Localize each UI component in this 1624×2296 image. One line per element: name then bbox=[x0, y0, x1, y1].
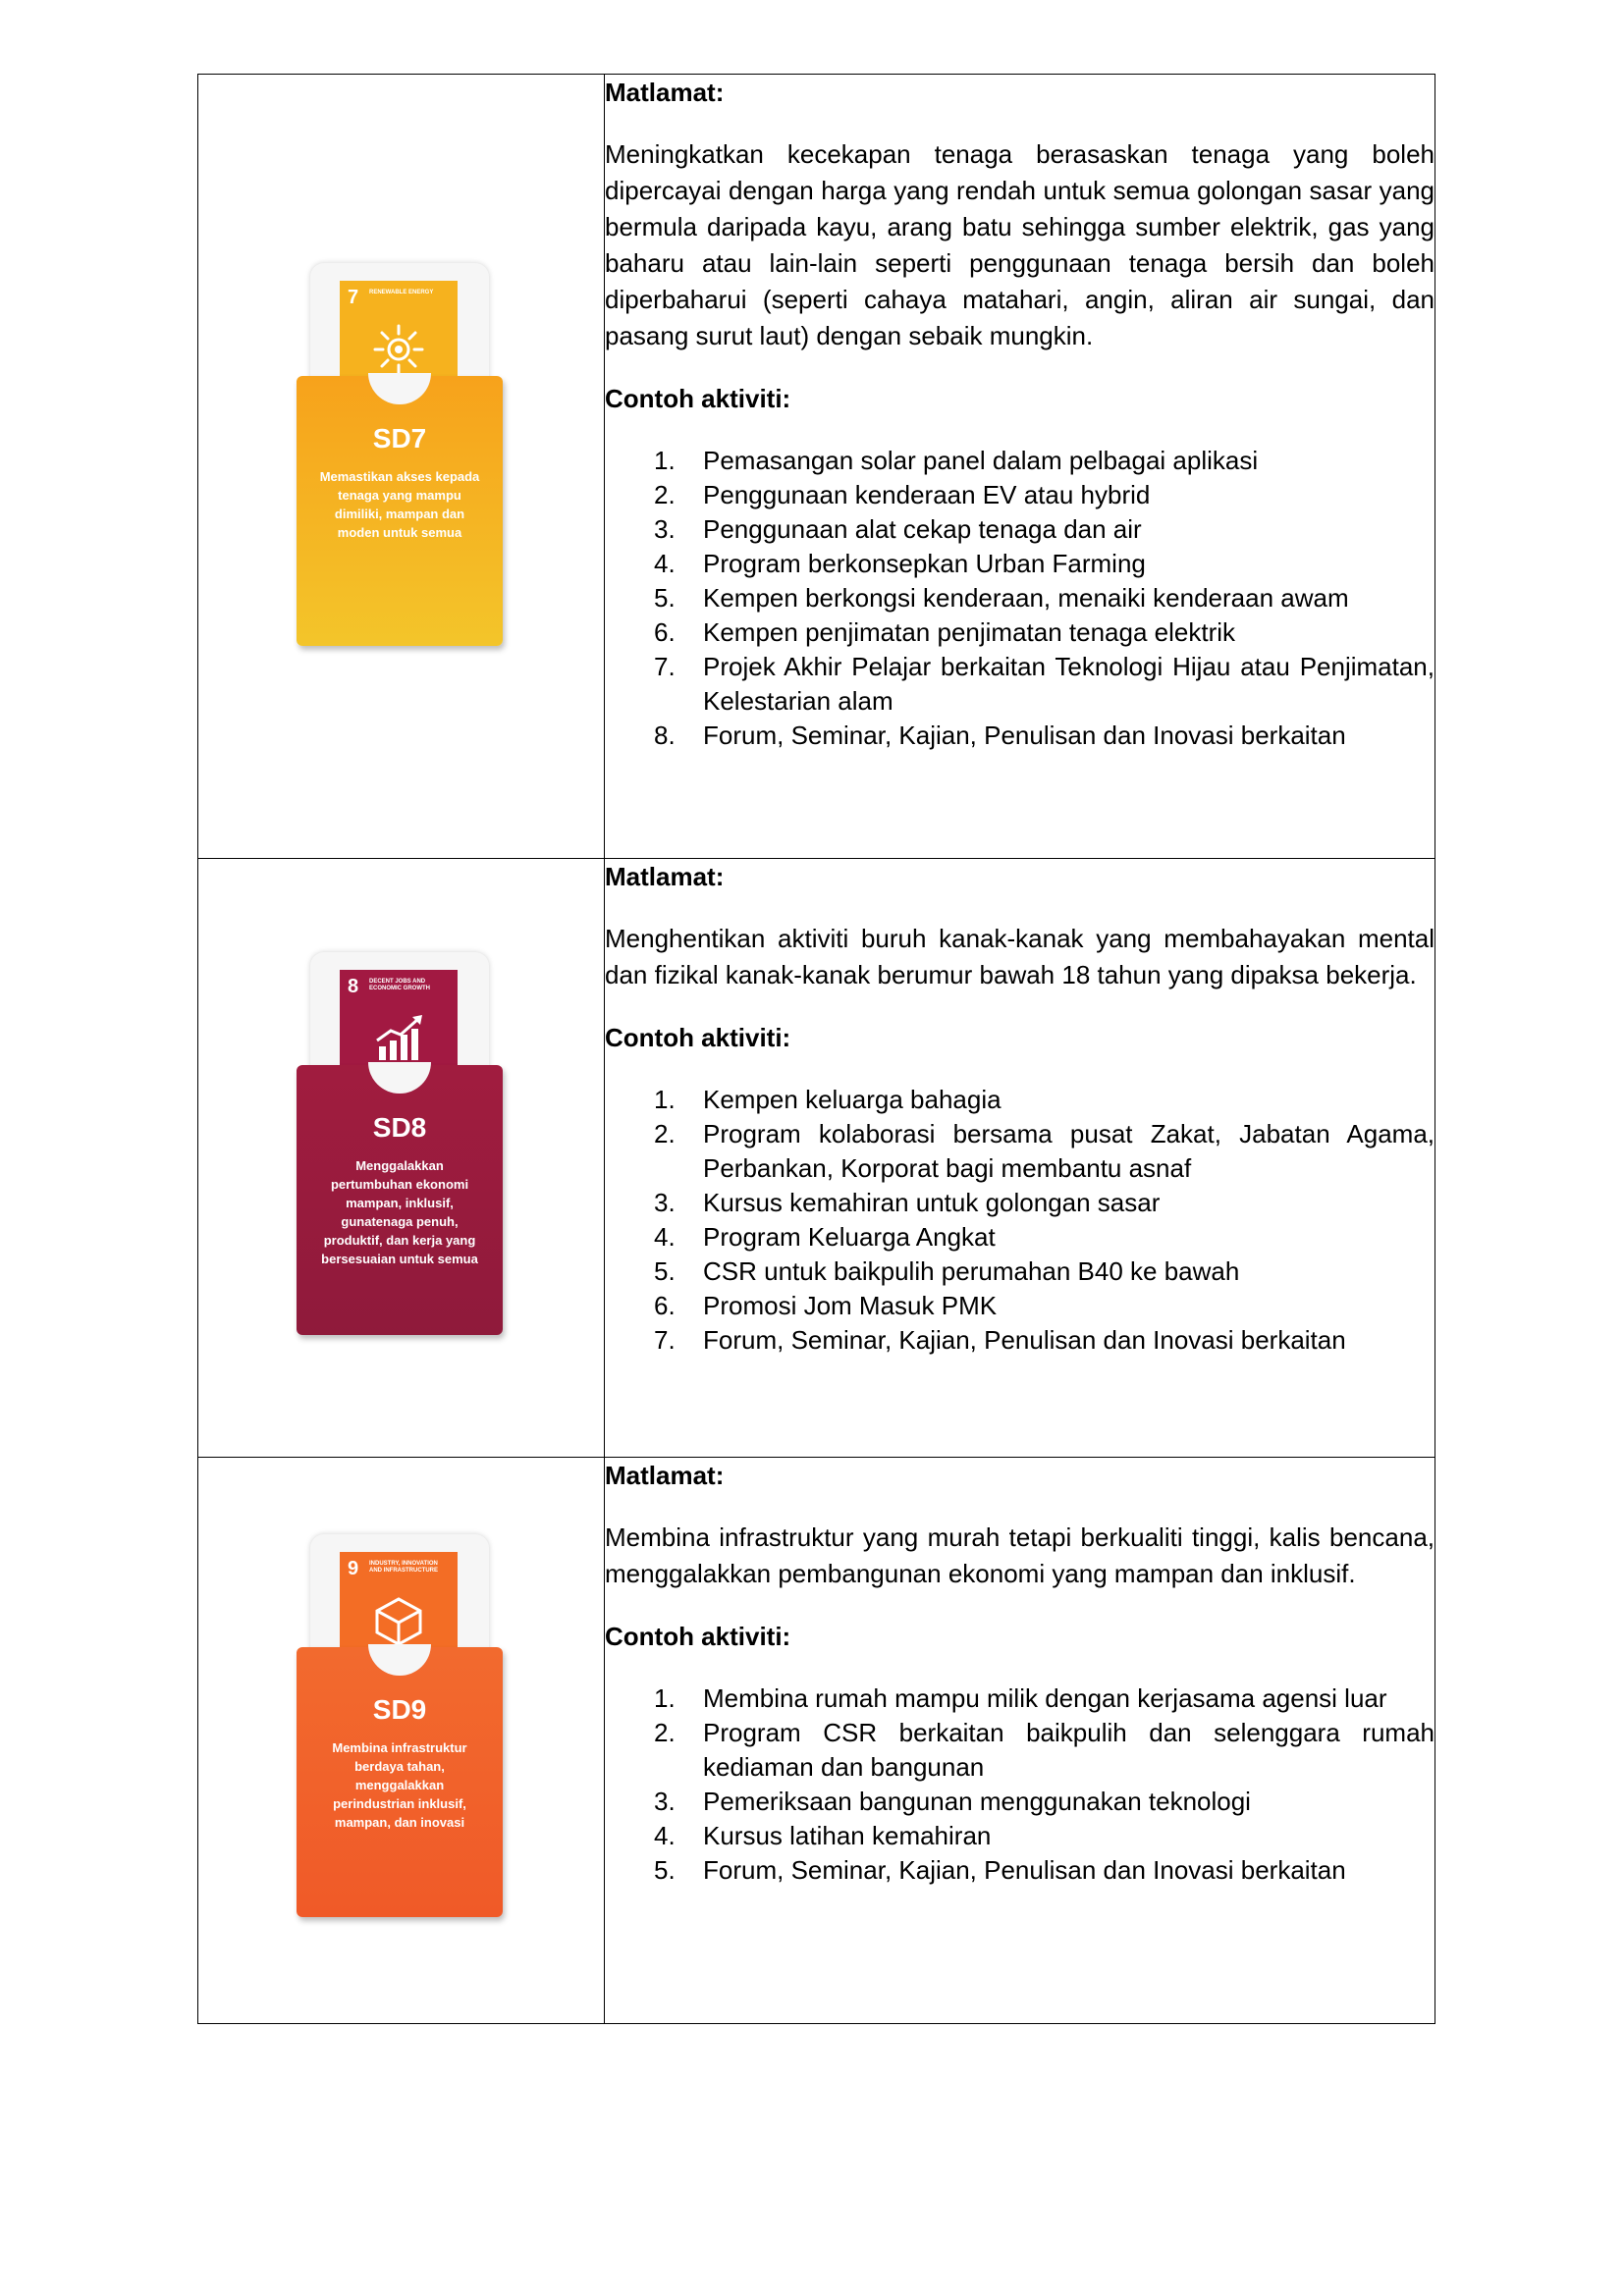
activity-number: 4. bbox=[654, 1821, 676, 1850]
goal-label: Matlamat: bbox=[605, 1461, 725, 1490]
activity-list bbox=[605, 444, 1435, 753]
table-row bbox=[198, 859, 1435, 1458]
activity-text: Forum, Seminar, Kajian, Penulisan dan Inovasi berkaitan bbox=[703, 721, 1346, 750]
sdg-tile-title: RENEWABLE ENERGY bbox=[369, 290, 434, 295]
text-cell bbox=[605, 1458, 1435, 2024]
activity-text: Kempen berkongsi kenderaan, menaiki kenderaan awam bbox=[703, 583, 1349, 613]
activity-number: 2. bbox=[654, 1718, 676, 1747]
activity-item bbox=[605, 444, 1435, 478]
activity-text: Projek Akhir Pelajar berkaitan Teknologi Hijau atau Penjimatan, Kelestarian alam bbox=[703, 652, 1435, 716]
activity-number: 1. bbox=[654, 1085, 676, 1114]
activity-label: Contoh aktiviti: bbox=[605, 384, 791, 413]
activity-item bbox=[605, 1716, 1435, 1785]
activity-text: Penggunaan alat cekap tenaga dan air bbox=[703, 514, 1142, 544]
activity-number: 7. bbox=[654, 652, 676, 681]
activity-number: 5. bbox=[654, 583, 676, 613]
activity-number: 2. bbox=[654, 1119, 676, 1148]
growth-chart-icon bbox=[369, 1009, 428, 1068]
sdg-code: SD9 bbox=[372, 1694, 427, 1725]
activity-item bbox=[605, 1083, 1435, 1117]
activity-item bbox=[605, 1785, 1435, 1819]
activity-text: Promosi Jom Masuk PMK bbox=[703, 1291, 998, 1320]
activity-text: CSR untuk baikpulih perumahan B40 ke bawah bbox=[703, 1256, 1240, 1286]
activity-number: 6. bbox=[654, 1291, 676, 1320]
activity-number: 5. bbox=[654, 1855, 676, 1885]
activity-number: 5. bbox=[654, 1256, 676, 1286]
card-cell bbox=[198, 1458, 605, 2024]
sdg-tile-number: 7 bbox=[348, 287, 359, 308]
cube-icon bbox=[369, 1591, 428, 1650]
activity-item bbox=[605, 581, 1435, 615]
activity-text: Program kolaborasi bersama pusat Zakat, Jabatan Agama, Perbankan, Korporat bagi membantu asnaf bbox=[703, 1119, 1435, 1183]
table-row bbox=[198, 1458, 1435, 2024]
activity-item bbox=[605, 1853, 1435, 1888]
sdg-tile-number: 9 bbox=[348, 1558, 359, 1579]
activity-item bbox=[605, 512, 1435, 547]
sdg-card-sd9 bbox=[297, 1534, 503, 1917]
activity-item bbox=[605, 478, 1435, 512]
sdg-code: SD8 bbox=[372, 1112, 427, 1143]
activity-label: Contoh aktiviti: bbox=[605, 1622, 791, 1651]
activity-number: 4. bbox=[654, 549, 676, 578]
activity-text: Program berkonsepkan Urban Farming bbox=[703, 549, 1146, 578]
activity-text: Membina rumah mampu milik dengan kerjasama agensi luar bbox=[703, 1683, 1387, 1713]
activity-text: Kursus kemahiran untuk golongan sasar bbox=[703, 1188, 1161, 1217]
goal-text: Menghentikan aktiviti buruh kanak-kanak yang membahayakan mental dan fizikal kanak-kanak berumur bawah 18 tahun yang dipaksa bekerja. bbox=[605, 924, 1435, 989]
goal-label: Matlamat: bbox=[605, 862, 725, 891]
activity-text: Pemeriksaan bangunan menggunakan teknologi bbox=[703, 1787, 1251, 1816]
activity-item bbox=[605, 1682, 1435, 1716]
activity-number: 4. bbox=[654, 1222, 676, 1252]
activity-item bbox=[605, 615, 1435, 650]
activity-item bbox=[605, 1117, 1435, 1186]
goal-text: Meningkatkan kecekapan tenaga berasaskan tenaga yang boleh dipercayai dengan harga yang rendah untuk semua golongan sasar yang bermula daripada kayu, arang batu sehingga sumber elektrik, gas yang baharu atau lain-lain seperti penggunaan tenaga bersih dan boleh diperbaharui (seperti cahaya matahari, angin, aliran air sungai, dan pasang surut laut) dengan sebaik mungkin. bbox=[605, 139, 1435, 350]
activity-text: Pemasangan solar panel dalam pelbagai aplikasi bbox=[703, 446, 1259, 475]
sun-icon bbox=[369, 320, 428, 379]
activity-number: 8. bbox=[654, 721, 676, 750]
activity-item bbox=[605, 650, 1435, 719]
activity-text: Kempen keluarga bahagia bbox=[703, 1085, 1001, 1114]
activity-item bbox=[605, 547, 1435, 581]
goal-label: Matlamat: bbox=[605, 78, 725, 107]
sdg-description: Memastikan akses kepada tenaga yang mampu dimiliki, mampan dan moden untuk semua bbox=[319, 469, 480, 540]
activity-text: Forum, Seminar, Kajian, Penulisan dan Inovasi berkaitan bbox=[703, 1325, 1346, 1355]
card-cell bbox=[198, 75, 605, 859]
activity-text: Kursus latihan kemahiran bbox=[703, 1821, 992, 1850]
activity-text: Forum, Seminar, Kajian, Penulisan dan Inovasi berkaitan bbox=[703, 1855, 1346, 1885]
activity-number: 3. bbox=[654, 1787, 676, 1816]
sdg-tile-title: INDUSTRY, INNOVATION AND INFRASTRUCTURE bbox=[369, 1561, 438, 1574]
goal-text: Membina infrastruktur yang murah tetapi berkualiti tinggi, kalis bencana, menggalakkan pembangunan ekonomi yang mampan dan inklusif. bbox=[605, 1522, 1435, 1588]
activity-label: Contoh aktiviti: bbox=[605, 1023, 791, 1052]
sdg-description: Menggalakkan pertumbuhan ekonomi mampan, inklusif, gunatenaga penuh, produktif, dan kerja yang bersesuaian untuk semua bbox=[321, 1158, 478, 1266]
activity-number: 2. bbox=[654, 480, 676, 509]
sdg-code: SD7 bbox=[372, 423, 427, 454]
activity-item bbox=[605, 1819, 1435, 1853]
sdg-description: Membina infrastruktur berdaya tahan, menggalakkan perindustrian inklusif, mampan, dan inovasi bbox=[332, 1740, 467, 1830]
activity-item bbox=[605, 719, 1435, 753]
activity-text: Program CSR berkaitan baikpulih dan selenggara rumah kediaman dan bangunan bbox=[703, 1718, 1435, 1782]
activity-text: Program Keluarga Angkat bbox=[703, 1222, 996, 1252]
text-cell bbox=[605, 75, 1435, 859]
sdg-card-sd8 bbox=[297, 952, 503, 1335]
activity-item bbox=[605, 1255, 1435, 1289]
card-cell bbox=[198, 859, 605, 1458]
sdg-tile-title: DECENT JOBS AND ECONOMIC GROWTH bbox=[369, 979, 430, 991]
sdg-tile-number: 8 bbox=[348, 976, 359, 997]
activity-number: 3. bbox=[654, 1188, 676, 1217]
activity-list bbox=[605, 1682, 1435, 1888]
table-row bbox=[198, 75, 1435, 859]
sdg-card-sd7 bbox=[297, 263, 503, 646]
sdg-table bbox=[197, 74, 1435, 2024]
activity-item bbox=[605, 1289, 1435, 1323]
activity-number: 1. bbox=[654, 446, 676, 475]
activity-number: 7. bbox=[654, 1325, 676, 1355]
activity-list bbox=[605, 1083, 1435, 1358]
activity-number: 3. bbox=[654, 514, 676, 544]
activity-number: 6. bbox=[654, 617, 676, 647]
activity-text: Kempen penjimatan penjimatan tenaga elektrik bbox=[703, 617, 1236, 647]
activity-item bbox=[605, 1220, 1435, 1255]
activity-item bbox=[605, 1323, 1435, 1358]
activity-number: 1. bbox=[654, 1683, 676, 1713]
activity-text: Penggunaan kenderaan EV atau hybrid bbox=[703, 480, 1151, 509]
activity-item bbox=[605, 1186, 1435, 1220]
text-cell bbox=[605, 859, 1435, 1458]
